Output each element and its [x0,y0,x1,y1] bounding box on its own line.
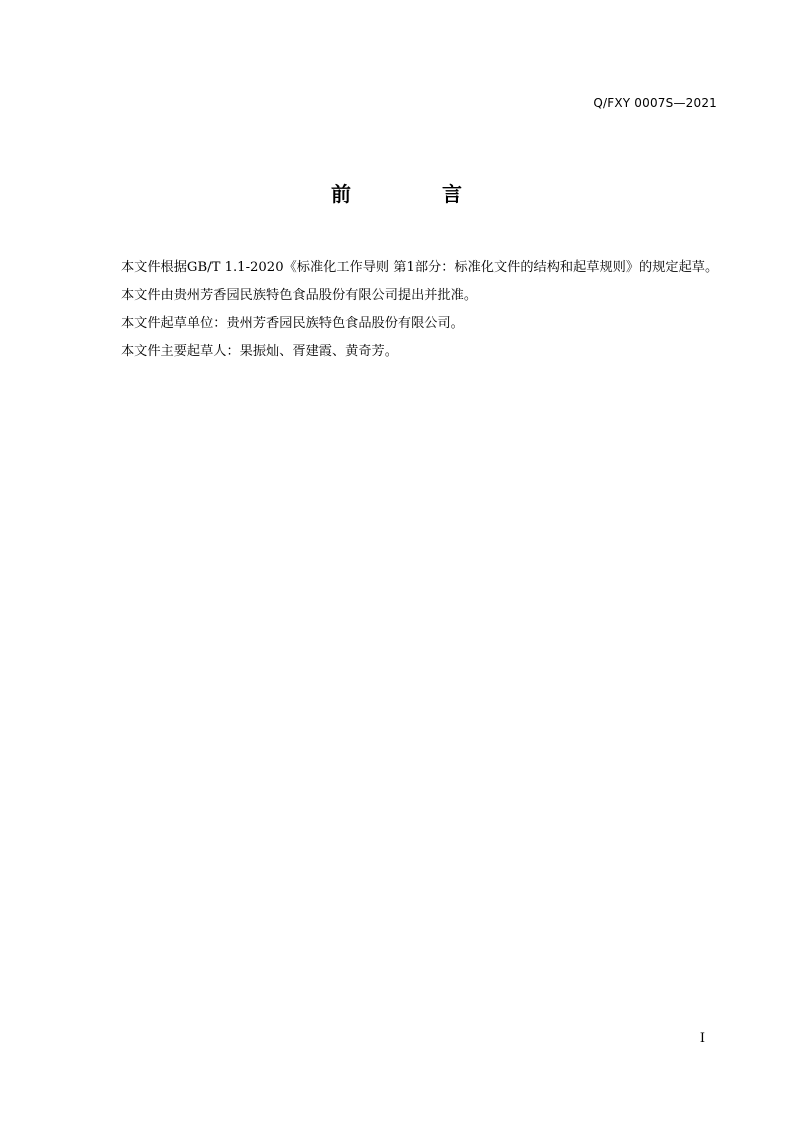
paragraph-drafting-unit: 本文件起草单位：贵州芳香园民族特色食品股份有限公司。 [121,316,464,331]
foreword-body [83,254,719,366]
page-title: 前 言 [331,182,504,206]
document-code: Q/FXY 0007S—2021 [593,96,717,110]
paragraph-drafting-basis: 本文件根据GB/T 1.1-2020《标准化工作导则 第1部分：标准化文件的结构和起草规则》的规定起草。 [121,260,719,275]
paragraph-drafters: 本文件主要起草人：果振灿、胥建霞、黄奇芳。 [121,344,398,359]
paragraph-proposer: 本文件由贵州芳香园民族特色食品股份有限公司提出并批准。 [121,288,478,303]
page-number: I [699,1031,705,1046]
